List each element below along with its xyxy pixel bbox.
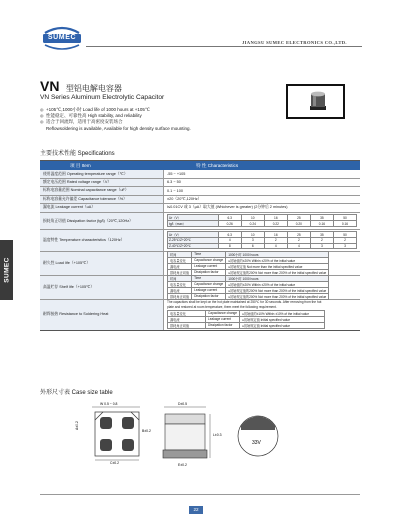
page-number: 22: [189, 506, 203, 514]
feature-item: ◎ 适合于回流焊，适用于高密度安装场合: [40, 119, 123, 125]
table-row-soldering: 耐焊接热 Resistance to Soldering Heat The capacitors shall be kept on the hot plate maintained at 250℃ for 30 seconds. After removing from the hot plate and restored at room temperature, them meet the following requirement. 电容量变化 Capacitance change ≤初始值的±10% Within ±10% of the initial value 漏电流 Leakage current ≤初始规定值 Initial specified value 损耗角正切值 Dissipation factor ≤初始规定值 Initial specified value: [40, 300, 360, 330]
table-row: 标称电容量范围 Nominal capacitance range（uF） 0.1 ~ 100: [40, 187, 360, 196]
shelf-life-table: 时间 Time 1000小时 1000 hours 电容量变化 Capacitance change ≤初始值的±20% Within ±20% of the initial value 漏电流 Leakage current ≤初始规定值的200% Not more than 200% of the initial specified value 损耗角正切值 Dissipation factor ≤初始规定值的200% Not more than 200% of the initial specified value: [167, 275, 329, 300]
spec-table-header: [40, 161, 360, 170]
spec-section-title: 主要技术性能 Specifications: [40, 151, 115, 157]
table-row: 漏电流 Leakage current（uA） I≤0.01CV 或 3（μA）取大值 (Whichever is greater) (2分钟后 2 minutes): [40, 204, 360, 213]
dim-a-label: A±0.2: [75, 421, 79, 430]
soldering-table: 电容量变化 Capacitance change ≤初始值的±10% Within ±10% of the initial value 漏电流 Leakage current ≤初始规定值 Initial specified value 损耗角正切值 Dissipation factor ≤初始规定值 Initial specified value: [167, 310, 325, 329]
header-characteristics: 特 性 Characteristics: [196, 162, 239, 168]
load-life-table: 时间 Time 1000小时 1000 hours 电容量变化 Capacitance change ≤初始值的±20% Within ±20% of the initial value 漏电流 Leakage current ≤初始规定值 Not more than the initial specified value 损耗角正切值 Dissipation factor ≤初始规定值的200% Not more than 200% of the initial specified value: [167, 251, 329, 276]
temperature-table: Ur（V） 6.3 10 16 25 35 50 Z-25℃/Z+20℃ 4 3 2 2 2 2 Z-40℃/Z+20℃ 8 6 4 4 3 3: [167, 231, 357, 249]
feature-list: [40, 107, 280, 132]
capacitor-photo-icon: [309, 90, 327, 112]
dim-l-label: L±0.3: [213, 433, 222, 437]
dim-e-label: E±0.2: [178, 463, 187, 467]
top-view: [238, 416, 278, 456]
logo-text: SUMEC: [47, 34, 77, 41]
feature-sub: Reflowsoldering is available, Available for high density surface mounting.: [46, 125, 191, 131]
case-section-title: 外形尺寸表 Case size table: [40, 390, 113, 396]
dim-c-label: C±0.2: [110, 461, 120, 465]
table-row: 标称电容量允许偏差 Capacitance tolerance（%） ±20（20℃,120Hz）: [40, 196, 360, 205]
dim-b-label: B±0.2: [142, 429, 151, 433]
feature-item: ◎ +105℃,1000小时 Load life of 1000 hours at +105℃: [40, 107, 150, 112]
bullet-icon: ◎: [40, 119, 44, 125]
table-row-load-life: 耐久性 Load life（+105℃） 时间 Time 1000小时 1000 hours 电容量变化 Capacitance change ≤初始值的±20% Within ±20% of the initial value 漏电流 Leakage current ≤初始规定值 Not more than the initial specified value 损耗角正切值 Dissipation factor ≤初始规定值的200% Not more than 200% of the initial specified value: [40, 252, 360, 276]
dim-d-label: D±0.5: [178, 402, 188, 406]
header-item: 项 目 Item: [70, 162, 91, 168]
dissipation-table: Ur（V） 6.3 10 16 25 35 50 tgδ（max） 0.26 0.24 0.22 0.20 0.16 0.16: [167, 214, 357, 227]
product-image-frame: [286, 84, 345, 119]
table-row-dissipation: 损耗角正切值 Dissipation factor (tgδ)（20℃,120Hz） Ur（V） 6.3 10 16 25 35 50 tgδ（max） 0.26 0.24 0.22 0.20 0.16 0.16: [40, 213, 360, 230]
dim-top-label: W 0.5 ~ 0.8: [100, 402, 118, 406]
soldering-note: The capacitors shall be kept on the hot plate maintained at 250℃ for 30 seconds. After removing from the hot plate and restored at room temperature, them meet the following requirement.: [167, 300, 322, 309]
table-row-temperature: 温度特性 Temperature characteristics（120Hz） Ur（V） 6.3 10 16 25 35 50 Z-25℃/Z+20℃ 4 3 2 2 2 2 Z-40℃/Z+20℃ 8 6 4 4 3 3: [40, 230, 360, 252]
series-code: VN: [40, 78, 60, 94]
side-view: [163, 402, 222, 467]
table-row-shelf-life: 高温贮存 Shelf life（+105℃） 时间 Time 1000小时 1000 hours 电容量变化 Capacitance change ≤初始值的±20% Within ±20% of the initial value 漏电流 Leakage current ≤初始规定值的200% Not more than 200% of the initial specified value 损耗角正切值 Dissipation factor ≤初始规定值的200% Not more than 200% of the initial specified value: [40, 276, 360, 300]
footer-rule: [40, 494, 360, 495]
series-cn: 型铝电解电容器: [65, 84, 122, 93]
marking-label: 33V: [252, 440, 261, 446]
case-dimension-drawing: [60, 400, 360, 490]
spec-table: [40, 160, 360, 331]
table-row: 使用温度范围 Operating temperature range（℃） -55 ~ +105: [40, 170, 360, 179]
series-en: VN Series Aluminum Electrolytic Capacitor: [40, 94, 165, 101]
side-tab: SUMEC: [0, 240, 13, 300]
bottom-view: [75, 402, 151, 465]
company-name: JIANGSU SUMEC ELECTRONICS CO.,LTD.: [242, 40, 347, 45]
bullet-icon: ◎: [40, 113, 44, 119]
header-rule: [86, 46, 362, 47]
feature-item: ◎ 性能稳定、可靠性高 High stability, and reliability: [40, 113, 142, 119]
bullet-icon: ◎: [40, 107, 44, 112]
table-row: 额定电压范围 Rated voltage range（V） 6.3 ~ 50: [40, 179, 360, 188]
